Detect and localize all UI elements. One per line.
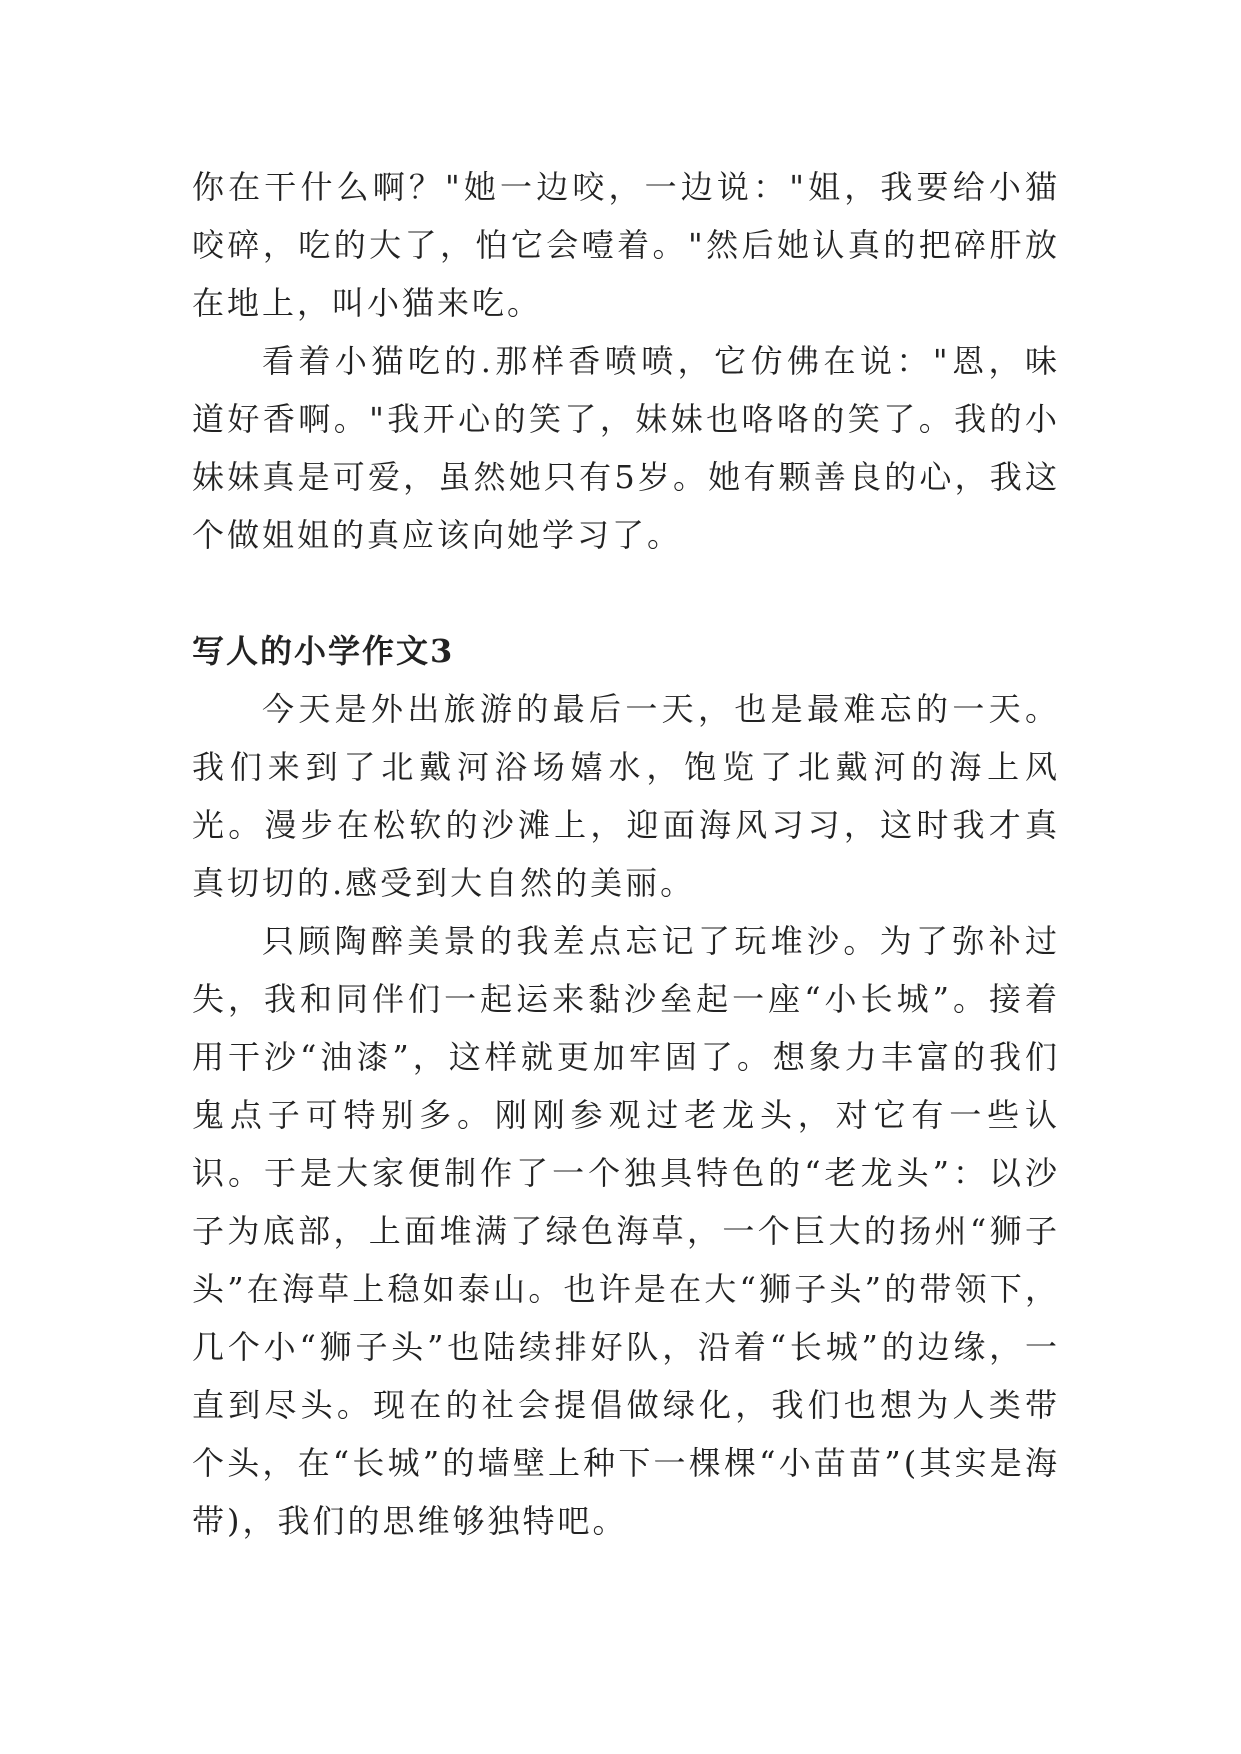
document-page xyxy=(192,158,1060,1550)
section-title: 写人的小学作文3 xyxy=(192,632,455,670)
paragraph-kitten-eating: 看着小猫吃的.那样香喷喷，它仿佛在说："恩，味道好香啊。"我开心的笑了，妹妹也咯咯的笑了。我的小妹妹真是可爱，虽然她只有5岁。她有颗善良的心，我这个做姐姐的真应该向她学习了。 xyxy=(192,342,1060,554)
paragraph-continuation: 你在干什么啊？"她一边咬，一边说："姐，我要给小猫咬碎，吃的大了，怕它会噎着。"然后她认真的把碎肝放在地上，叫小猫来吃。 xyxy=(192,168,1060,322)
paragraph-sand-castle: 只顾陶醉美景的我差点忘记了玩堆沙。为了弥补过失，我和同伴们一起运来黏沙垒起一座“小长城”。接着用干沙“油漆”，这样就更加牢固了。想象力丰富的我们鬼点子可特别多。刚刚参观过老龙头，对它有一些认识。于是大家便制作了一个独具特色的“老龙头”：以沙子为底部，上面堆满了绿色海草，一个巨大的扬州“狮子头”在海草上稳如泰山。也许是在大“狮子头”的带领下，几个小“狮子头”也陆续排好队，沿着“长城”的边缘，一直到尽头。现在的社会提倡做绿化，我们也想为人类带个头，在“长城”的墙壁上种下一棵棵“小苗苗”(其实是海带)，我们的思维够独特吧。 xyxy=(192,922,1060,1540)
paragraph-beidaihe-trip: 今天是外出旅游的最后一天，也是最难忘的一天。我们来到了北戴河浴场嬉水，饱览了北戴河的海上风光。漫步在松软的沙滩上，迎面海风习习，这时我才真真切切的.感受到大自然的美丽。 xyxy=(192,690,1060,902)
